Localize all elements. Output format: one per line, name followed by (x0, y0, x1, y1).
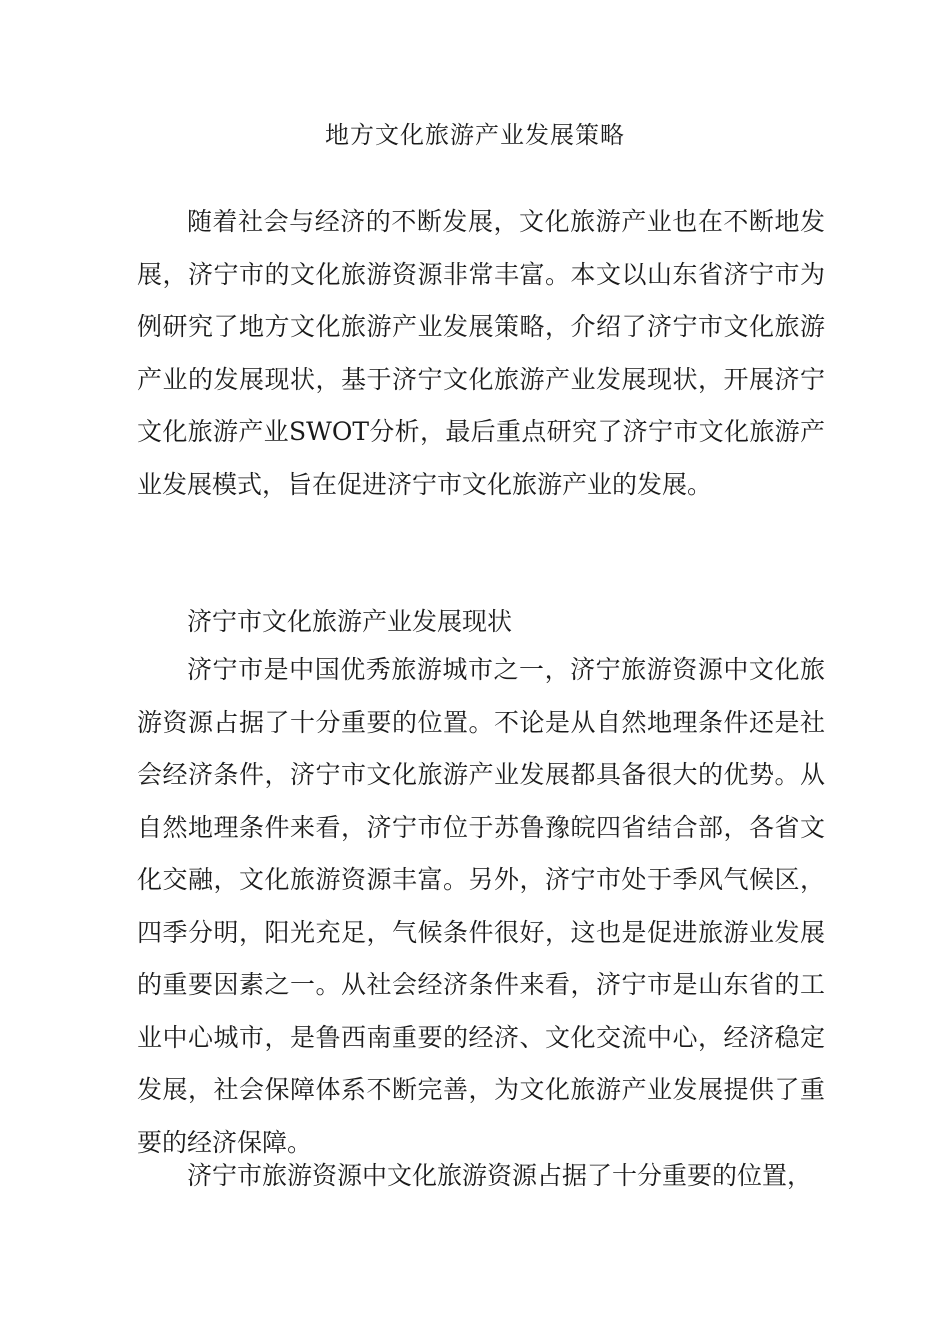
abstract-paragraph: 随着社会与经济的不断发展，文化旅游产业也在不断地发展，济宁市的文化旅游资源非常丰富。本文以山东省济宁市为例研究了地方文化旅游产业发展策略，介绍了济宁市文化旅游产业的发展现状，基于济宁文化旅游产业发展现状，开展济宁文化旅游产业SWOT分析，最后重点研究了济宁市文化旅游产业发展模式，旨在促进济宁市文化旅游产业的发展。 (137, 207, 825, 499)
document-title: 地方文化旅游产业发展策略 (325, 121, 625, 149)
section-heading: 济宁市文化旅游产业发展现状 (187, 607, 513, 636)
body-paragraph: 济宁市旅游资源中文化旅游资源占据了十分重要的位置， (187, 1161, 813, 1190)
body-paragraph: 济宁市是中国优秀旅游城市之一，济宁旅游资源中文化旅游资源占据了十分重要的位置。不论是从自然地理条件还是社会经济条件，济宁市文化旅游产业发展都具备很大的优势。从自然地理条件来看，济宁市位于苏鲁豫皖四省结合部，各省文化交融，文化旅游资源丰富。另外，济宁市处于季风气候区，四季分明，阳光充足，气候条件很好，这也是促进旅游业发展的重要因素之一。从社会经济条件来看，济宁市是山东省的工业中心城市，是鲁西南重要的经济、文化交流中心，经济稳定发展，社会保障体系不断完善，为文化旅游产业发展提供了重要的经济保障。 (137, 655, 825, 1157)
